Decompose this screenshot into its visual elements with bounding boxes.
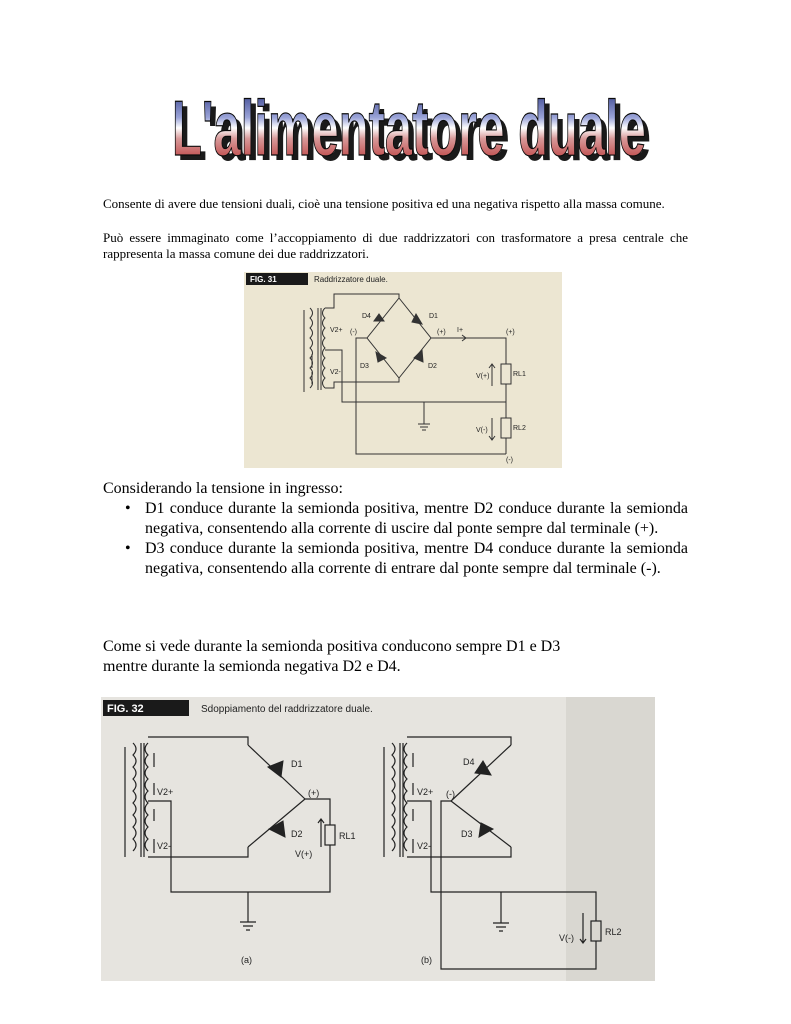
title-shadow: L'alimentatore duale [177, 89, 651, 170]
conclusion-line-1: Come si vede durante la semionda positiva conducono sempre D1 e D3 [103, 638, 561, 655]
title-text: L'alimentatore duale [172, 84, 646, 170]
fig31-label-plus-node: (+) [437, 329, 446, 336]
page-title [165, 84, 655, 170]
fig31-tag: FIG. 31 [250, 275, 277, 284]
fig31-caption: Raddrizzatore duale. [314, 275, 388, 284]
figure-32-split-rectifier [101, 697, 655, 981]
fig31-label-rl2: RL2 [513, 425, 526, 432]
bullet-text: D3 conduce durante la semionda positiva, mentre D4 conduce durante la semionda negativa, consentendo alla corrente di entrare dal ponte sempre dal terminale (-). [145, 540, 688, 577]
fig32b-label-vout: V(-) [559, 933, 574, 943]
fig31-label-v2m: V2- [330, 369, 341, 376]
fig31-label-d1: D1 [429, 313, 438, 320]
fig32a-label-v2m: V2- [157, 841, 172, 851]
title-wordart [165, 84, 655, 170]
fig32b-label-d4: D4 [463, 757, 475, 767]
figure-31-dual-rectifier [244, 272, 562, 468]
fig32a-label-vout: V(+) [295, 849, 313, 859]
diode-bullet-list [103, 499, 688, 579]
fig31-label-out-minus: (-) [506, 457, 513, 464]
fig32a-label-v2p: V2+ [157, 787, 174, 797]
bullet-text: D1 conduce durante la semionda positiva, mentre D2 conduce durante la semionda negativa, consentendo alla corrente di uscire dal ponte sempre dal terminale (+). [145, 500, 688, 537]
fig31-label-current: I+ [457, 327, 464, 334]
fig32b-label-panel: (b) [421, 955, 432, 965]
fig32b-label-minus-node: (-) [446, 789, 455, 799]
fig32a-label-rl: RL1 [339, 831, 356, 841]
fig32-tag: FIG. 32 [107, 703, 144, 715]
intro-paragraph-2: Può essere immaginato come l’accoppiamento di due raddrizzatori con trasformatore a presa centrale che rappresenta la massa comune dei due raddrizzatori. [103, 230, 688, 261]
fig32-caption: Sdoppiamento del raddrizzatore duale. [201, 704, 373, 715]
fig32b-label-v2p: V2+ [417, 787, 434, 797]
bullet-item-2 [103, 539, 688, 579]
fig31-label-rl1: RL1 [513, 371, 526, 378]
fig31-label-vplus: V(+) [476, 373, 490, 380]
conclusion-line-2: mentre durante la semionda negativa D2 e D4. [103, 658, 401, 675]
bullet-dot: • [125, 500, 131, 517]
fig32a-label-panel: (a) [241, 955, 252, 965]
conclusion-paragraph [103, 637, 688, 677]
fig31-label-d3: D3 [360, 363, 369, 370]
fig31-label-d2: D2 [428, 363, 437, 370]
fig32a-label-d2: D2 [291, 829, 303, 839]
fig31-label-v2p: V2+ [330, 327, 343, 334]
fig31-label-vminus: V(-) [476, 427, 488, 434]
fig31-label-minus-node: (-) [350, 329, 357, 336]
fig32b-label-rl: RL2 [605, 927, 622, 937]
bullet-dot: • [125, 540, 131, 557]
fig32b-label-v2m: V2- [417, 841, 432, 851]
intro-paragraph-1: Consente di avere due tensioni duali, cioè una tensione positiva ed una negativa rispetto alla massa comune. [103, 196, 665, 211]
fig32a-label-plus-node: (+) [308, 788, 320, 798]
bullet-item-1 [103, 499, 688, 539]
fig31-label-d4: D4 [362, 313, 371, 320]
fig32a-label-d1: D1 [291, 759, 303, 769]
fig31-label-out-plus: (+) [506, 329, 515, 336]
fig32b-label-d3: D3 [461, 829, 473, 839]
considering-heading: Considerando la tensione in ingresso: [103, 480, 343, 497]
